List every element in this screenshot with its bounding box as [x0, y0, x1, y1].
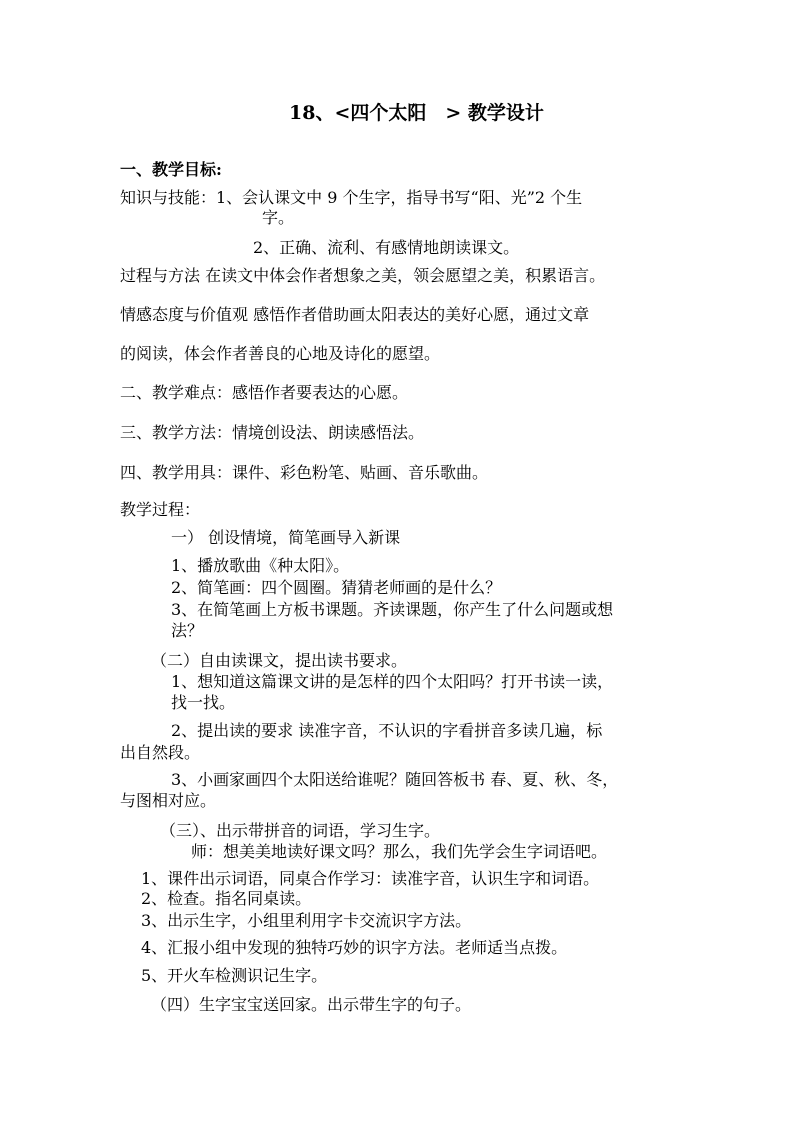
step1-item-1: 1、播放歌曲《种太阳》。: [171, 556, 350, 575]
step2-item-3-cont: 与图相对应。: [120, 791, 217, 810]
step3-item-4: 4、汇报小组中发现的独特巧妙的识字方法。老师适当点拨。: [141, 938, 568, 957]
step3-item-1: 1、课件出示词语，同桌合作学习：读准字音，认识生字和词语。: [141, 869, 600, 888]
process-method-line: 过程与方法 在读文中体会作者想象之美，领会愿望之美，积累语言。: [120, 266, 606, 285]
emotion-attitude-line: 情感态度与价值观 感悟作者借助画太阳表达的美好心愿，通过文章: [120, 305, 590, 324]
method-line: 三、教学方法：情境创设法、朗读感悟法。: [120, 423, 425, 442]
page-title: 18、<四个太阳 > 教学设计: [289, 102, 544, 124]
tools-line: 四、教学用具：课件、彩色粉笔、贴画、音乐歌曲。: [120, 463, 489, 482]
step3-item-3: 3、出示生字，小组里利用字卡交流识字方法。: [141, 911, 472, 930]
step2-item-1: 1、想知道这篇课文讲的是怎样的四个太阳吗？打开书读一读，: [171, 672, 614, 691]
knowledge-skill-line-1-cont: 字。: [262, 208, 295, 227]
step2-item-2-cont: 出自然段。: [120, 743, 201, 762]
emotion-attitude-line-cont: 的阅读，体会作者善良的心地及诗化的愿望。: [120, 344, 441, 363]
step1-item-3-cont: 法？: [171, 621, 204, 640]
knowledge-skill-line-1: 知识与技能：1、会认课文中 9 个生字，指导书写“阳、光”2 个生: [120, 188, 583, 207]
difficulty-line: 二、教学难点：感悟作者要表达的心愿。: [120, 383, 409, 402]
step3-item-5: 5、开火车检测识记生字。: [141, 966, 328, 985]
step3-heading: （三）、出示带拼音的词语，学习生字。: [160, 821, 441, 840]
step2-item-1-cont: 找一找。: [171, 693, 236, 712]
step4-heading: （四）生字宝宝送回家。出示带生字的句子。: [151, 995, 472, 1014]
step2-item-2: 2、提出读的要求 读准字音，不认识的字看拼音多读几遍，标: [171, 721, 603, 740]
step1-heading: 一） 创设情境，简笔画导入新课: [171, 528, 401, 547]
step3-item-2: 2、检查。指名同桌读。: [141, 889, 312, 908]
step1-item-2: 2、简笔画：四个圆圈。猜猜老师画的是什么？: [171, 578, 502, 597]
step2-heading: （二）自由读课文，提出读书要求。: [151, 651, 408, 670]
knowledge-skill-line-2: 2、正确、流利、有感情地朗读课文。: [253, 238, 520, 257]
process-heading: 教学过程：: [120, 500, 201, 519]
goals-heading: 一、教学目标:: [120, 160, 222, 179]
step1-item-3: 3、在简笔画上方板书课题。齐读课题，你产生了什么问题或想: [171, 600, 614, 619]
step3-teacher-line: 师：想美美地读好课文吗？那么，我们先学会生字词语吧。: [191, 842, 608, 861]
step2-item-3: 3、小画家画四个太阳送给谁呢？随回答板书 春、夏、秋、冬，: [171, 770, 619, 789]
